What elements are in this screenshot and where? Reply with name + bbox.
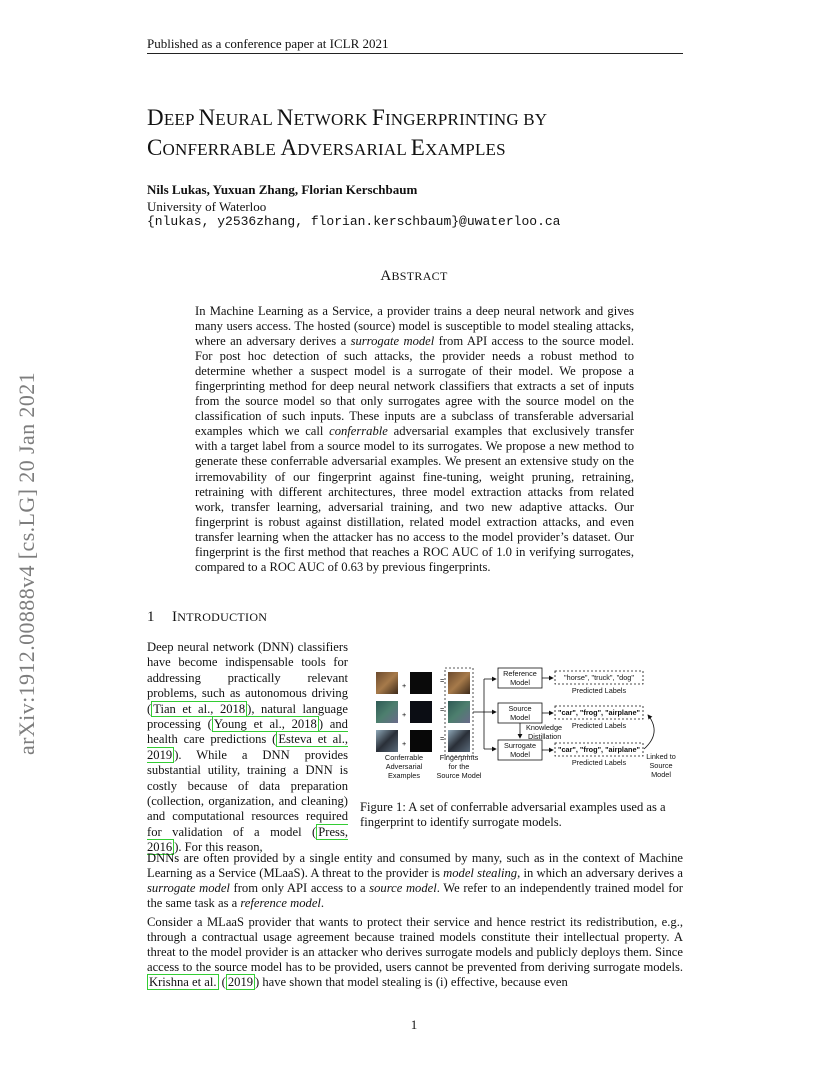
figure-caption: Figure 1: A set of conferrable adversarial examples used as a fingerprint to identify surrogate models.: [360, 800, 666, 830]
reference-predicted-values: "horse", "truck", "dog": [564, 673, 634, 682]
text-run: In Machine Learning as a Service, a provider trains a deep neural network and gives many users access. The hosted (source) model is susceptible to model stealing attacks, where an adversary derives a: [195, 304, 634, 349]
predicted-labels-caption: Predicted Labels: [571, 721, 627, 730]
text-run: (: [218, 975, 226, 990]
intro-paragraph-2: [147, 915, 683, 990]
conferrable-label: Adversarial: [385, 762, 423, 771]
emphasis-text: surrogate model: [350, 334, 435, 349]
citation-link[interactable]: Krishna et al.: [149, 975, 217, 990]
linked-label: Linked to: [646, 752, 676, 761]
arxiv-identifier[interactable]: arXiv:1912.00888v4 [cs.LG] 20 Jan 2021: [14, 371, 39, 755]
text-run: from only API access to a: [229, 881, 370, 896]
fingerprints-label: Fingerprints: [439, 753, 479, 762]
source-model-label: Model: [510, 713, 530, 722]
text-run: ), natural language processing (: [147, 701, 348, 732]
emphasis-text: surrogate model: [147, 881, 230, 896]
text-run: ) have shown that model stealing is (i) effective, because even: [255, 975, 568, 990]
fingerprints-label: for the: [448, 762, 470, 771]
abstract-heading: ABSTRACT: [380, 268, 448, 284]
title-line-1: DEEP NEURAL NETWORK FINGERPRINTING BY: [147, 105, 548, 130]
citation-link[interactable]: Esteva et al., 2019: [147, 732, 348, 762]
equals-sign: =: [440, 734, 445, 743]
author-emails: {nlukas, y2536zhang, florian.kerschbaum}@uwaterloo.ca: [147, 214, 561, 229]
perturbation-image: [410, 730, 432, 752]
plus-sign: +: [402, 681, 407, 690]
running-header: Published as a conference paper at ICLR 2021: [147, 36, 389, 51]
emphasis-text: conferrable: [329, 424, 388, 439]
figure-1: [370, 663, 686, 789]
perturbation-image: [410, 672, 432, 694]
citation-link[interactable]: Press, 2016: [147, 824, 348, 855]
header-rule: [147, 53, 683, 54]
page-number: 1: [410, 1017, 418, 1032]
section-title: INTRODUCTION: [172, 609, 268, 625]
source-predicted-values: "car", "frog", "airplane": [558, 708, 640, 717]
knowledge-distillation-label: Distillation: [528, 732, 562, 741]
emphasis-text: model stealing: [443, 866, 518, 881]
text-run: from API access to the source model. For post hoc detection of such attacks, the provider needs a robust method to determine whether a suspect model is a surrogate of their model. We propose a fingerprinting method for deep neural network classifiers that extracts a set of inputs from the source model so that only surrogates agree with the source model on the classification of such inputs. These inputs are a subclass of transferable adversarial examples which we call: [195, 334, 634, 439]
text-run: adversarial examples that exclusively transfer with a target label from a source model to its surrogates. We propose a new method to generate these conferrable adversarial examples. We present an extensive study on the irremovability of our fingerprint against fine-tuning, weight pruning, retraining, retraining with different architectures, three model extraction attacks from related work, transfer learning, adversarial training, and two new adaptive attacks. Our fingerprint is robust against distillation, related model extraction attacks, and even transfer learning when the attacker has no access to the model provider’s dataset. Our fingerprint is the first method that reaches a ROC AUC of 1.0 in verifying surrogates, compared to a ROC AUC of 0.63 by previous fingerprints.: [195, 424, 634, 574]
plus-sign: +: [402, 739, 407, 748]
figure-diagram: [370, 663, 686, 789]
fingerprint-image: [448, 730, 470, 752]
surrogate-model-label: Surrogate: [503, 741, 537, 750]
surrogate-model-label: Model: [510, 750, 530, 759]
reference-model-label: Reference: [503, 669, 537, 678]
perturbation-image: [410, 701, 432, 723]
text-run: Consider a MLaaS provider that wants to protect their service and hence restrict its redistribution, e.g., through a contractual usage agreement because trained models constitute their intellectual property. A threat to the model provider is an attacker who derives surrogate models and publicly deploys them. Since access to the source model has to be provided, users cannot be prevented from deriving surrogate models.: [147, 915, 683, 975]
equals-sign: =: [440, 676, 445, 685]
input-image-frog: [376, 701, 398, 723]
title-line-2: CONFERRABLE ADVERSARIAL EXAMPLES: [147, 135, 506, 160]
equals-sign: =: [440, 705, 445, 714]
citation-link[interactable]: 2019: [227, 975, 254, 990]
text-run: ) and health care predictions (: [147, 717, 348, 747]
input-image-horse: [376, 672, 398, 694]
paper-title: [147, 104, 547, 164]
source-model-label: Source: [508, 704, 532, 713]
text-run: ). For this reason,: [174, 840, 263, 855]
linked-label: Model: [651, 770, 671, 779]
conferrable-label: Examples: [387, 771, 421, 780]
emphasis-text: reference model: [240, 896, 321, 911]
predicted-labels-caption: Predicted Labels: [571, 758, 627, 767]
authors: Nils Lukas, Yuxuan Zhang, Florian Kerschbaum: [147, 182, 418, 197]
fingerprints-label: Source Model: [436, 771, 482, 780]
intro-paragraph-column: [147, 640, 348, 856]
text-run: ). While a DNN provides substantial utility, training a DNN is costly because of data preparation (collection, organization, and cleaning) and computational resources required for validation of a model (: [147, 747, 348, 839]
surrogate-predicted-values: "car", "frog", "airplane": [558, 745, 640, 754]
abstract-text: [195, 304, 634, 575]
plus-sign: +: [402, 710, 407, 719]
text-run: , in which an adversary derives a: [517, 866, 684, 881]
intro-paragraph-full: [147, 851, 683, 911]
emphasis-text: source model: [369, 881, 437, 896]
affiliation: University of Waterloo: [147, 199, 267, 214]
fingerprint-image: [448, 701, 470, 723]
citation-link[interactable]: Tian et al., 2018: [153, 701, 246, 716]
text-run: . We refer to an independently trained model for the same task as a: [147, 881, 683, 911]
knowledge-distillation-label: Knowledge: [526, 723, 563, 732]
reference-model-label: Model: [510, 678, 530, 687]
text-run: .: [320, 896, 325, 911]
linked-arrow: [644, 715, 654, 749]
linked-label: Source: [649, 761, 673, 770]
predicted-labels-caption: Predicted Labels: [571, 686, 627, 695]
conferrable-label: Conferrable: [384, 753, 424, 762]
text-run: DNNs are often provided by a single entity and consumed by many, such as in the context of Machine Learning as a Service (MLaaS). A threat to the provider is: [147, 851, 683, 881]
section-number: 1: [147, 609, 155, 625]
text-run: Deep neural network (DNN) classifiers have become indispensable tools for addressing practically relevant problems, such as autonomous driving (: [147, 640, 348, 716]
fingerprint-image: [448, 672, 470, 694]
input-image-bird: [376, 730, 398, 752]
citation-link[interactable]: Young et al., 2018: [213, 717, 317, 732]
